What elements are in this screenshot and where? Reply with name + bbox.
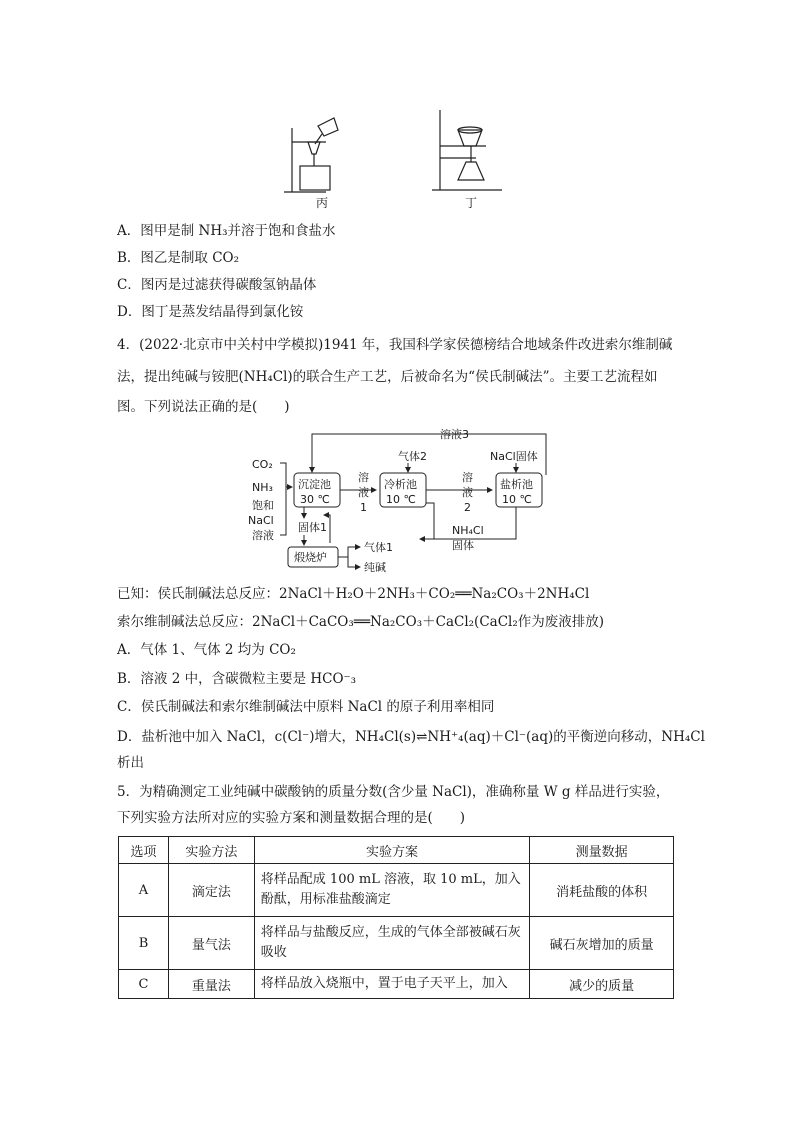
row-b-method: 量气法 bbox=[168, 917, 254, 970]
q4-stem-line2: 法，提出纯碱与铵肥(NH₄Cl)的联合生产工艺，后被命名为“侯氏制碱法”。主要工艺流程如 bbox=[117, 369, 658, 385]
q3-option-c: C．图丙是过滤获得碳酸氢钠晶体 bbox=[117, 277, 317, 293]
input-co2-label: CO₂ bbox=[252, 458, 273, 471]
q5-stem-line1: 5．为精确测定工业纯碱中碳酸钠的质量分数(含少量 NaCl)，准确称量 W g 样品进行实验， bbox=[117, 784, 670, 800]
row-c-data: 减少的质量 bbox=[530, 970, 674, 999]
solution2-label-3: 2 bbox=[464, 501, 471, 514]
soda-ash-label: 纯碱 bbox=[364, 561, 386, 574]
filtration-apparatus-figure bbox=[284, 118, 338, 192]
precipitation-tank-temp: 30 ℃ bbox=[300, 493, 330, 506]
row-a-method: 滴定法 bbox=[168, 864, 254, 917]
solid1-label: 固体1 bbox=[298, 521, 327, 534]
header-plan: 实验方案 bbox=[254, 837, 529, 864]
calciner-label: 煅烧炉 bbox=[294, 551, 327, 564]
q3-option-b: B．图乙是制取 CO₂ bbox=[117, 250, 240, 266]
apparatus-figures bbox=[280, 106, 510, 206]
q3-option-d: D．图丁是蒸发结晶得到氯化铵 bbox=[117, 304, 304, 320]
figure-caption-bing: 丙 bbox=[316, 196, 329, 210]
table-row bbox=[119, 970, 674, 999]
q4-known-solvay-process: 索尔维制碱法总反应：2NaCl＋CaCO₃══Na₂CO₃＋CaCl₂(CaCl₂作为废液排放) bbox=[117, 614, 605, 630]
precipitation-tank-label: 沉淀池 bbox=[298, 478, 331, 491]
solution2-label-1: 溶 bbox=[462, 471, 473, 484]
q3-option-a: A．图甲是制 NH₃并溶于饱和食盐水 bbox=[117, 223, 336, 239]
nh4cl-label-1: NH₄Cl bbox=[452, 524, 484, 537]
row-c-plan: 将样品放入烧瓶中，置于电子天平上，加入 bbox=[254, 970, 529, 999]
row-b-option: B bbox=[119, 917, 169, 970]
q4-option-d-line1: D．盐析池中加入 NaCl，c(Cl⁻)增大，NH₄Cl(s)⇌NH⁺₄(aq)＋Cl⁻(aq)的平衡逆向移动，NH₄Cl bbox=[117, 729, 705, 745]
gas2-label: 气体2 bbox=[398, 450, 427, 463]
table-header-row bbox=[119, 837, 674, 864]
input-merge-line bbox=[280, 463, 286, 535]
table-row bbox=[119, 917, 674, 970]
q4-stem-line1: 4．(2022·北京市中关村中学模拟)1941 年，我国科学家侯德榜结合地域条件改进索尔维制碱 bbox=[117, 337, 673, 353]
input-brine-label-1: 饱和 bbox=[252, 499, 274, 512]
q5-methods-table bbox=[118, 836, 674, 999]
solution2-label-2: 液 bbox=[462, 486, 473, 499]
input-brine-label-3: 溶液 bbox=[252, 529, 274, 542]
nacl-solid-label: NaCl固体 bbox=[490, 450, 538, 463]
evaporation-apparatus-figure bbox=[432, 110, 502, 190]
row-a-data: 消耗盐酸的体积 bbox=[530, 864, 674, 917]
q5-stem-line2: 下列实验方法所对应的实验方案和测量数据合理的是( ) bbox=[117, 810, 466, 826]
header-data: 测量数据 bbox=[530, 837, 674, 864]
row-a-option: A bbox=[119, 864, 169, 917]
nh4cl-label-2: 固体 bbox=[452, 539, 474, 552]
q4-option-c: C．侯氏制碱法和索尔维制碱法中原料 NaCl 的原子利用率相同 bbox=[117, 699, 495, 715]
table-row bbox=[119, 864, 674, 917]
salting-out-tank-label: 盐析池 bbox=[500, 478, 533, 491]
salting-out-tank-temp: 10 ℃ bbox=[502, 493, 532, 506]
solution3-label: 溶液3 bbox=[440, 428, 469, 441]
q4-option-b: B．溶液 2 中，含碳微粒主要是 HCO⁻₃ bbox=[117, 671, 357, 687]
row-b-data: 碱石灰增加的质量 bbox=[530, 917, 674, 970]
solution1-label-3: 1 bbox=[360, 501, 367, 514]
input-nh3-label: NH₃ bbox=[252, 481, 273, 494]
process-flow-diagram bbox=[240, 425, 560, 577]
figure-caption-ding: 丁 bbox=[465, 196, 478, 210]
q4-option-a: A．气体 1、气体 2 均为 CO₂ bbox=[117, 642, 296, 658]
cold-crystallizer-temp: 10 ℃ bbox=[386, 493, 416, 506]
row-b-plan: 将样品与盐酸反应，生成的气体全部被碱石灰吸收 bbox=[254, 917, 529, 970]
q4-option-d-line2: 析出 bbox=[117, 755, 144, 771]
header-option: 选项 bbox=[119, 837, 169, 864]
gas1-label: 气体1 bbox=[364, 541, 393, 554]
q4-known-hou-process: 已知：侯氏制碱法总反应：2NaCl＋H₂O＋2NH₃＋CO₂══Na₂CO₃＋2NH₄Cl bbox=[117, 586, 590, 602]
cold-crystallizer-label: 冷析池 bbox=[384, 478, 417, 491]
solution1-label-2: 液 bbox=[358, 486, 369, 499]
row-a-plan: 将样品配成 100 mL 溶液，取 10 mL，加入酚酞，用标准盐酸滴定 bbox=[254, 864, 529, 917]
input-brine-label-2: NaCl bbox=[248, 514, 274, 527]
row-c-method: 重量法 bbox=[168, 970, 254, 999]
row-c-option: C bbox=[119, 970, 169, 999]
q4-stem-line3: 图。下列说法正确的是( ) bbox=[117, 399, 290, 415]
solution1-label-1: 溶 bbox=[358, 471, 369, 484]
header-method: 实验方法 bbox=[168, 837, 254, 864]
